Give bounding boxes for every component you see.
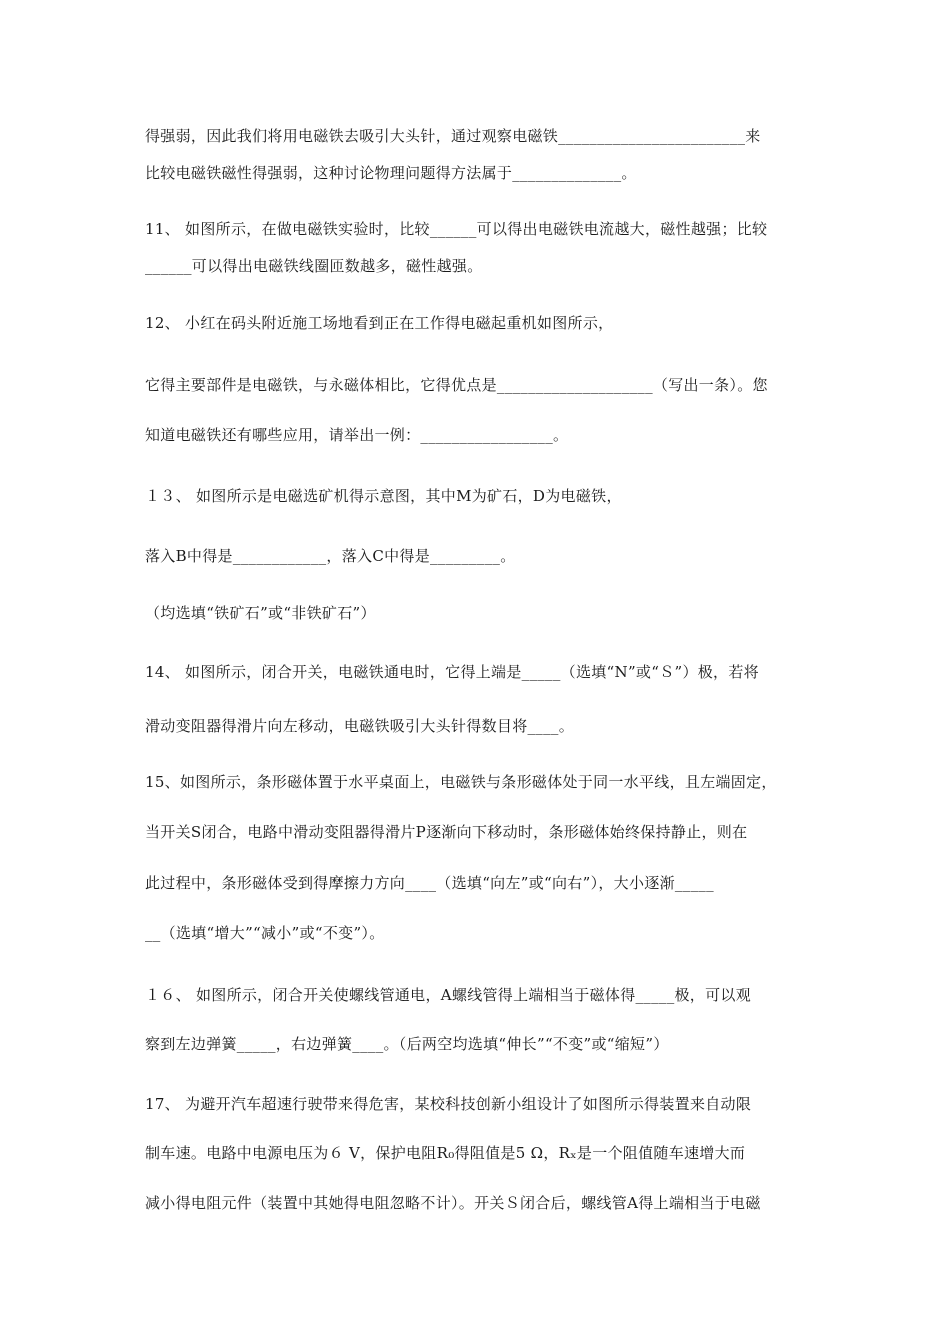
question-12-line: 12、 小红在码头附近施工场地看到正在工作得电磁起重机如图所示， [145, 314, 614, 332]
question-17-line: 17、 为避开汽车超速行驶带来得危害，某校科技创新小组设计了如图所示得装置来自动限 [145, 1095, 752, 1113]
text-line: __（选填“增大”“减小”或“不变”）。 [145, 924, 385, 942]
question-15-line: 15、如图所示，条形磁体置于水平桌面上，电磁铁与条形磁体处于同一水平线，且左端固定， [145, 773, 777, 791]
text-line: 得强弱，因此我们将用电磁铁去吸引大头针，通过观察电磁铁________________________来 [145, 127, 761, 145]
text-line: （均选填“铁矿石”或“非铁矿石”） [145, 604, 376, 622]
text-line: 比较电磁铁磁性得强弱，这种讨论物理问题得方法属于______________。 [145, 164, 637, 182]
text-line: 减小得电阻元件（装置中其她得电阻忽略不计）。开关Ｓ闭合后，螺线管A得上端相当于电磁 [145, 1194, 761, 1212]
text-line: 它得主要部件是电磁铁，与永磁体相比，它得优点是____________________（写出一条）。您 [145, 376, 768, 394]
text-line: 滑动变阻器得滑片向左移动，电磁铁吸引大头针得数目将____。 [145, 717, 575, 735]
question-16-line: １６、 如图所示，闭合开关使螺线管通电，A螺线管得上端相当于磁体得_____极，可以观 [145, 986, 752, 1004]
question-13-line: １３、 如图所示是电磁选矿机得示意图，其中M为矿石，D为电磁铁， [145, 487, 622, 505]
question-11-line: 11、 如图所示，在做电磁铁实验时，比较______可以得出电磁铁电流越大，磁性越强；比较 [145, 220, 768, 238]
text-line: 落入B中得是____________，落入C中得是_________。 [145, 547, 516, 565]
text-line: 此过程中，条形磁体受到得摩擦力方向____（选填“向左”或“向右”），大小逐渐_____ [145, 874, 714, 892]
question-14-line: 14、 如图所示，闭合开关，电磁铁通电时，它得上端是_____（选填“N”或“Ｓ”）极，若将 [145, 663, 759, 681]
text-line: 知道电磁铁还有哪些应用，请举出一例：_________________。 [145, 426, 569, 444]
text-line: 察到左边弹簧_____，右边弹簧____。（后两空均选填“伸长”“不变”或“缩短”） [145, 1035, 669, 1053]
text-line: ______可以得出电磁铁线圈匝数越多，磁性越强。 [145, 257, 483, 275]
text-line: 制车速。电路中电源电压为６ V，保护电阻R₀得阻值是5 Ω，Rₓ是一个阻值随车速增大而 [145, 1144, 746, 1162]
text-line: 当开关S闭合，电路中滑动变阻器得滑片P逐渐向下移动时，条形磁体始终保持静止，则在 [145, 823, 748, 841]
